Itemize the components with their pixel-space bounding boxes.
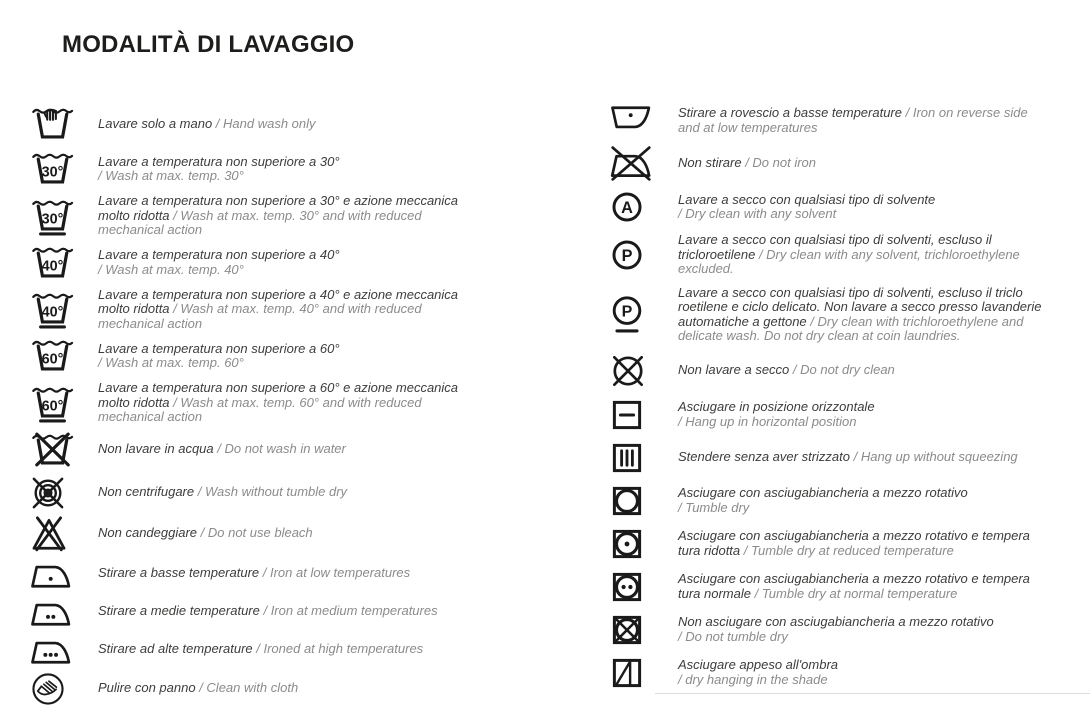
text-line — [678, 630, 994, 645]
svg-text:30°: 30° — [41, 211, 64, 228]
english-text: mechanical action — [98, 409, 203, 425]
wash-60-reduced-icon — [30, 383, 78, 423]
iron-high-icon — [30, 633, 78, 666]
text-line — [678, 544, 1030, 559]
italian-text: Lavare a secco con qualsiasi tipo di solventi, escluso il — [678, 232, 992, 248]
english-text: / Wash at max. temp. 40° and with reduced — [169, 301, 422, 317]
text-line — [98, 526, 313, 541]
no-spin-icon — [30, 475, 78, 511]
tumble-dry-icon — [610, 484, 658, 518]
iron-medium-icon — [30, 595, 78, 628]
text-line — [98, 155, 340, 170]
text-line — [98, 209, 458, 224]
italian-text: Non candeggiare — [98, 525, 198, 541]
tumble-dry-reduced-icon — [610, 527, 658, 561]
care-item-text — [98, 117, 316, 132]
care-item-text — [98, 604, 438, 619]
english-text: / Wash at max. temp. 30° — [98, 168, 244, 184]
care-item-text — [98, 485, 347, 500]
svg-text:40°: 40° — [41, 258, 64, 275]
english-text: / Iron at low temperatures — [259, 564, 411, 580]
italian-text: Asciugare con asciugabiancheria a mezzo rotativo e tempera — [678, 528, 1030, 544]
svg-text:P: P — [621, 303, 633, 321]
page-title: MODALITÀ DI LAVAGGIO — [62, 31, 355, 59]
italian-text: Non centrifugare — [98, 484, 195, 500]
italian-text: Non asciugare con asciugabiancheria a mezzo rotativo — [678, 614, 994, 630]
no-wash-icon — [30, 430, 78, 470]
english-text: / Tumble dry — [678, 499, 750, 515]
care-item-row — [30, 516, 610, 552]
care-item-row — [30, 288, 610, 332]
english-text: / Clean with cloth — [195, 680, 299, 696]
english-text: / Wash without tumble dry — [194, 484, 348, 500]
english-text: / Do not dry clean — [789, 362, 895, 378]
text-line — [678, 106, 1028, 121]
tumble-dry-normal-icon — [610, 570, 658, 604]
text-line — [678, 207, 935, 222]
care-item-text — [98, 642, 423, 657]
care-item-text — [678, 658, 838, 687]
wash-40-reduced-icon — [30, 289, 78, 329]
svg-text:30°: 30° — [41, 164, 64, 181]
care-item-text — [678, 400, 875, 429]
english-text: excluded. — [678, 261, 734, 277]
italian-text: Asciugare con asciugabiancheria a mezzo rotativo — [678, 485, 968, 501]
text-line — [98, 248, 340, 263]
text-line — [678, 233, 1020, 248]
care-item-text — [98, 248, 340, 277]
italian-text: Lavare a temperatura non superiore a 40° e azione meccanica — [98, 286, 459, 302]
english-text: / Tumble dry at normal temperature — [750, 585, 958, 601]
english-text: / dry hanging in the shade — [678, 671, 828, 687]
wash-40-icon — [30, 243, 78, 283]
text-line — [678, 658, 838, 673]
text-line — [98, 302, 458, 317]
english-text: / Do not wash in water — [213, 441, 346, 457]
care-item-row — [30, 194, 610, 238]
text-line — [678, 572, 1030, 587]
italian-text: Asciugare con asciugabiancheria a mezzo rotativo e tempera — [678, 571, 1030, 587]
no-dry-clean-icon — [610, 353, 658, 389]
care-item-row — [30, 633, 610, 666]
english-text: / Wash at max. temp. 60° and with reduced — [169, 394, 422, 410]
care-item-row — [610, 190, 1090, 224]
care-item-text — [98, 342, 340, 371]
care-item-text — [98, 526, 313, 541]
dry-clean-any-solvent-icon — [610, 190, 658, 224]
no-bleach-icon — [30, 516, 78, 552]
care-item-row — [610, 146, 1090, 181]
care-item-text — [678, 615, 994, 644]
text-line — [678, 121, 1028, 136]
italian-text: Asciugare appeso all'ombra — [678, 657, 839, 673]
text-line — [678, 156, 816, 171]
care-item-text — [98, 442, 346, 457]
no-tumble-dry-icon — [610, 613, 658, 647]
english-text: / Hang up in horizontal position — [678, 413, 857, 429]
hand-wash-icon — [30, 104, 78, 144]
care-item-row — [610, 286, 1090, 344]
care-item-text — [98, 155, 340, 184]
bottom-divider — [655, 693, 1090, 694]
text-line — [678, 673, 838, 688]
italian-text: automatiche a gettone — [678, 313, 807, 329]
care-item-row — [30, 381, 610, 425]
text-line — [98, 681, 298, 696]
english-text: / Wash at max. temp. 60° — [98, 355, 244, 371]
care-item-text — [678, 363, 895, 378]
care-item-row — [30, 149, 610, 189]
svg-text:40°: 40° — [41, 304, 64, 321]
english-text: / Do not use bleach — [197, 525, 313, 541]
italian-text: tura normale — [678, 585, 751, 601]
text-line — [678, 315, 1041, 330]
text-line — [98, 410, 458, 425]
care-item-text — [678, 233, 1020, 277]
english-text: / Dry clean with trichloroethylene and — [806, 313, 1024, 329]
italian-text: Stirare ad alte temperature — [98, 640, 253, 656]
care-item-row — [30, 671, 610, 707]
care-item-row — [30, 336, 610, 376]
no-iron-icon — [610, 146, 658, 181]
care-item-text — [678, 156, 816, 171]
text-line — [98, 194, 458, 209]
care-item-text — [678, 572, 1030, 601]
care-item-text — [98, 381, 458, 425]
text-line — [98, 604, 438, 619]
english-text: / Ironed at high temperatures — [252, 640, 424, 656]
italian-text: roetilene e ciclo delicato. Non lavare a secco presso lavanderie — [678, 299, 1042, 315]
care-item-text — [98, 194, 458, 238]
text-line — [98, 566, 410, 581]
care-item-row — [610, 656, 1090, 690]
care-item-text — [678, 286, 1041, 344]
text-line — [678, 615, 994, 630]
text-line — [678, 400, 875, 415]
text-line — [98, 381, 458, 396]
text-line — [678, 363, 895, 378]
care-item-text — [678, 529, 1030, 558]
english-text: / Iron on reverse side — [902, 105, 1028, 121]
italian-text: Lavare a temperatura non superiore a 40° — [98, 247, 340, 263]
text-line — [98, 288, 458, 303]
care-item-text — [98, 566, 410, 581]
italian-text: molto ridotta — [98, 301, 170, 317]
care-item-text — [678, 486, 968, 515]
dry-clean-solvent-p-delicate-icon — [610, 295, 658, 334]
italian-text: Stirare a medie temperature — [98, 602, 260, 618]
iron-reverse-icon — [610, 104, 658, 137]
text-line — [678, 529, 1030, 544]
text-line — [98, 442, 346, 457]
text-line — [678, 262, 1020, 277]
italian-text: Non lavare a secco — [678, 362, 790, 378]
italian-text: molto ridotta — [98, 207, 170, 223]
svg-text:P: P — [621, 246, 633, 265]
drip-dry-icon — [610, 441, 658, 475]
english-text: / Dry clean with any solvent, trichloroethylene — [755, 246, 1020, 262]
text-line — [678, 248, 1020, 263]
text-line — [678, 415, 875, 430]
italian-text: Lavare a temperatura non superiore a 30° — [98, 153, 340, 169]
text-line — [98, 356, 340, 371]
svg-text:60°: 60° — [41, 398, 64, 415]
text-line — [678, 300, 1041, 315]
care-item-row — [30, 243, 610, 283]
clean-cloth-icon — [30, 671, 78, 707]
wash-30-reduced-icon — [30, 196, 78, 236]
english-text: mechanical action — [98, 315, 203, 331]
dry-clean-solvent-p-icon — [610, 238, 658, 272]
italian-text: Pulire con panno — [98, 680, 196, 696]
care-item-row — [30, 104, 610, 144]
english-text: / Tumble dry at reduced temperature — [740, 542, 954, 558]
italian-text: Lavare a temperatura non superiore a 60° e azione meccanica — [98, 380, 459, 396]
english-text: / Iron at medium temperatures — [259, 602, 438, 618]
italian-text: Lavare a secco con qualsiasi tipo di solventi, escluso il triclo — [678, 284, 1023, 300]
text-line — [98, 169, 340, 184]
english-text: delicate wash. Do not dry clean at coin laundries. — [678, 328, 961, 344]
svg-text:A: A — [621, 198, 633, 217]
english-text: / Do not iron — [741, 155, 817, 171]
english-text: mechanical action — [98, 222, 203, 238]
italian-text: Stirare a rovescio a basse temperature — [678, 105, 902, 121]
text-line — [98, 485, 347, 500]
text-line — [98, 223, 458, 238]
wash-60-icon — [30, 336, 78, 376]
care-item-row — [30, 430, 610, 470]
left-column — [30, 104, 610, 712]
italian-text: Lavare a secco con qualsiasi tipo di solvente — [678, 191, 936, 207]
care-item-text — [678, 450, 1018, 465]
text-line — [678, 286, 1041, 301]
italian-text: Asciugare in posizione orizzontale — [678, 399, 875, 415]
italian-text: Lavare solo a mano — [98, 115, 213, 131]
italian-text: Stirare a basse temperature — [98, 564, 260, 580]
care-item-row — [610, 233, 1090, 277]
care-item-row — [610, 104, 1090, 137]
care-item-row — [610, 398, 1090, 432]
italian-text: Non stirare — [678, 155, 742, 171]
english-text: / Wash at max. temp. 30° and with reduced — [169, 207, 422, 223]
text-line — [98, 117, 316, 132]
right-column — [610, 104, 1090, 699]
care-item-text — [98, 288, 458, 332]
text-line — [678, 193, 935, 208]
text-line — [678, 486, 968, 501]
care-item-row — [610, 484, 1090, 518]
text-line — [98, 317, 458, 332]
care-item-row — [610, 570, 1090, 604]
dry-shade-icon — [610, 656, 658, 690]
italian-text: Lavare a temperatura non superiore a 30° e azione meccanica — [98, 193, 459, 209]
text-line — [678, 587, 1030, 602]
care-item-row — [610, 441, 1090, 475]
english-text: / Dry clean with any solvent — [678, 206, 837, 222]
english-text: and at low temperatures — [678, 119, 818, 135]
english-text: / Wash at max. temp. 40° — [98, 261, 244, 277]
italian-text: Stendere senza aver strizzato — [678, 449, 850, 465]
italian-text: Lavare a temperatura non superiore a 60° — [98, 340, 340, 356]
care-item-row — [610, 527, 1090, 561]
italian-text: tricloroetilene — [678, 246, 756, 262]
text-line — [678, 329, 1041, 344]
text-line — [98, 263, 340, 278]
iron-low-icon — [30, 557, 78, 590]
svg-text:60°: 60° — [41, 351, 64, 368]
italian-text: molto ridotta — [98, 394, 170, 410]
text-line — [98, 642, 423, 657]
care-item-row — [30, 595, 610, 628]
wash-30-icon — [30, 149, 78, 189]
care-item-row — [610, 353, 1090, 389]
english-text: / Hang up without squeezing — [849, 449, 1018, 465]
care-symbols-legend — [0, 104, 1090, 712]
english-text: / Hand wash only — [212, 115, 316, 131]
care-item-row — [610, 613, 1090, 647]
care-item-row — [30, 557, 610, 590]
text-line — [98, 396, 458, 411]
italian-text: tura ridotta — [678, 542, 741, 558]
english-text: / Do not tumble dry — [678, 628, 788, 644]
text-line — [678, 450, 1018, 465]
care-item-text — [98, 681, 298, 696]
text-line — [98, 342, 340, 357]
dry-flat-icon — [610, 398, 658, 432]
care-item-text — [678, 106, 1028, 135]
care-item-text — [678, 193, 935, 222]
text-line — [678, 501, 968, 516]
italian-text: Non lavare in acqua — [98, 441, 214, 457]
care-item-row — [30, 475, 610, 511]
